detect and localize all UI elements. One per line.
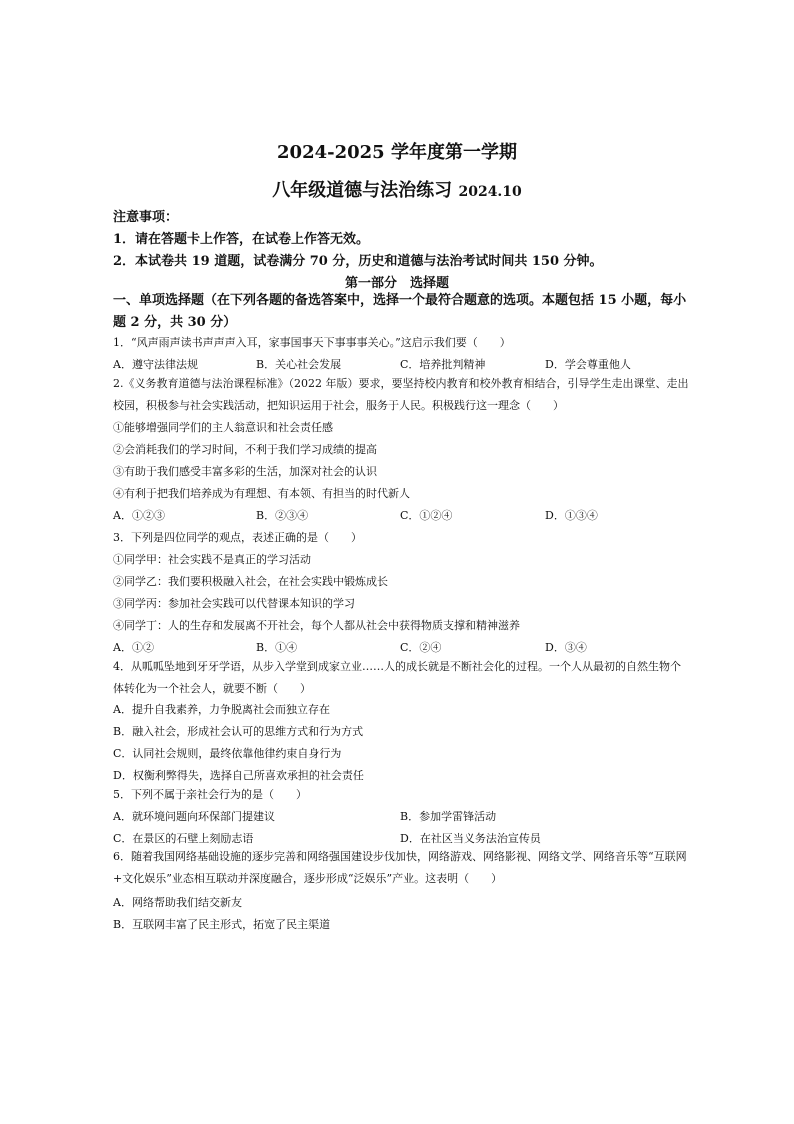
- q5-option-b: B．参加学雷锋活动: [400, 810, 497, 823]
- q3-option-b: B．①④: [256, 641, 298, 654]
- q6-option-a: A．网络帮助我们结交新友: [113, 896, 242, 909]
- q1-stem: 1．“风声雨声读书声声声入耳，家事国事天下事事事关心。”这启示我们要（ ）: [113, 336, 511, 349]
- q5-option-d: D．在社区当义务法治宣传员: [400, 832, 541, 845]
- q3-statement-3: ③同学丙：参加社会实践可以代替课本知识的学习: [113, 597, 355, 610]
- q1-option-d: D．学会尊重他人: [545, 358, 631, 371]
- exam-title: 2024-2025 学年度第一学期: [277, 142, 517, 163]
- q2-stem: 2.《义务教育道德与法治课程标准》（2022 年版）要求，要坚持校内教育和校外教育相结合，引导学生走出课堂、走出校园，积极参与社会实践活动，把知识运用于社会，服务于人民。积极践行这一理念（ ）: [113, 377, 689, 412]
- q2-statement-1: ①能够增强同学们的主人翁意识和社会责任感: [113, 421, 333, 434]
- q2-statement-4: ④有利于把我们培养成为有理想、有本领、有担当的时代新人: [113, 487, 410, 500]
- notice-item-2: 2．本试卷共 19 道题，试卷满分 70 分，历史和道德与法治考试时间共 150 分钟。: [113, 254, 603, 269]
- q3-statement-4: ④同学丁：人的生存和发展离不开社会，每个人都从社会中获得物质支撑和精神滋养: [113, 619, 520, 632]
- q3-statement-1: ①同学甲：社会实践不是真正的学习活动: [113, 553, 311, 566]
- q2-option-b: B．②③④: [256, 509, 309, 522]
- exam-date: 2024.10: [458, 184, 522, 200]
- q2-option-c: C．①②④: [400, 509, 453, 522]
- exam-subtitle: [0, 176, 794, 202]
- q2-option-a: A．①②③: [113, 509, 165, 522]
- subtitle-text: 八年级道德与法治练习: [272, 180, 453, 201]
- q3-option-d: D．③④: [545, 641, 587, 654]
- section-heading: 一、单项选择题（在下列各题的备选答案中，选择一个最符合题意的选项。本题包括 15 小题，每小题 2 分，共 30 分）: [113, 293, 687, 330]
- q6-stem: 6．随着我国网络基础设施的逐步完善和网络强国建设步伐加快，网络游戏、网络影视、网络文学、网络音乐等“互联网+文化娱乐”业态相互联动并深度融合，逐步形成“泛娱乐”产业。这表明（ ）: [113, 850, 687, 885]
- q4-option-b: B．融入社会，形成社会认可的思维方式和行为方式: [113, 725, 364, 738]
- q5-option-c: C．在景区的石壁上刻励志语: [113, 832, 254, 845]
- notice-heading: 注意事项：: [113, 210, 179, 225]
- q4-option-c: C．认同社会规则，最终依靠他律约束自身行为: [113, 747, 342, 760]
- notice-item-1: 1．请在答题卡上作答，在试卷上作答无效。: [113, 232, 370, 247]
- q3-statement-2: ②同学乙：我们要积极融入社会，在社会实践中锻炼成长: [113, 575, 388, 588]
- q1-option-c: C．培养批判精神: [400, 358, 486, 371]
- q4-option-d: D．权衡利弊得失，选择自己所喜欢承担的社会责任: [113, 769, 364, 782]
- q1-option-a: A．遵守法律法规: [113, 358, 198, 371]
- q2-statement-3: ③有助于我们感受丰富多彩的生活，加深对社会的认识: [113, 465, 377, 478]
- q1-option-b: B．关心社会发展: [256, 358, 342, 371]
- q5-stem: 5．下列不属于亲社会行为的是（ ）: [113, 788, 307, 801]
- q4-stem: 4．从呱呱坠地到牙牙学语，从步入学堂到成家立业……人的成长就是不断社会化的过程。一个人从最初的自然生物个体转化为一个社会人，就要不断（ ）: [113, 660, 681, 695]
- q3-stem: 3．下列是四位同学的观点，表述正确的是（ ）: [113, 531, 362, 544]
- q3-option-c: C．②④: [400, 641, 442, 654]
- q5-option-a: A．就环境问题向环保部门提建议: [113, 810, 275, 823]
- part-title: 第一部分 选择题: [344, 276, 449, 291]
- q2-option-d: D．①③④: [545, 509, 598, 522]
- q3-option-a: A．①②: [113, 641, 154, 654]
- q6-option-b: B．互联网丰富了民主形式，拓宽了民主渠道: [113, 918, 331, 931]
- q2-statement-2: ②会消耗我们的学习时间，不利于我们学习成绩的提高: [113, 443, 377, 456]
- q4-option-a: A．提升自我素养，力争脱离社会而独立存在: [113, 703, 330, 716]
